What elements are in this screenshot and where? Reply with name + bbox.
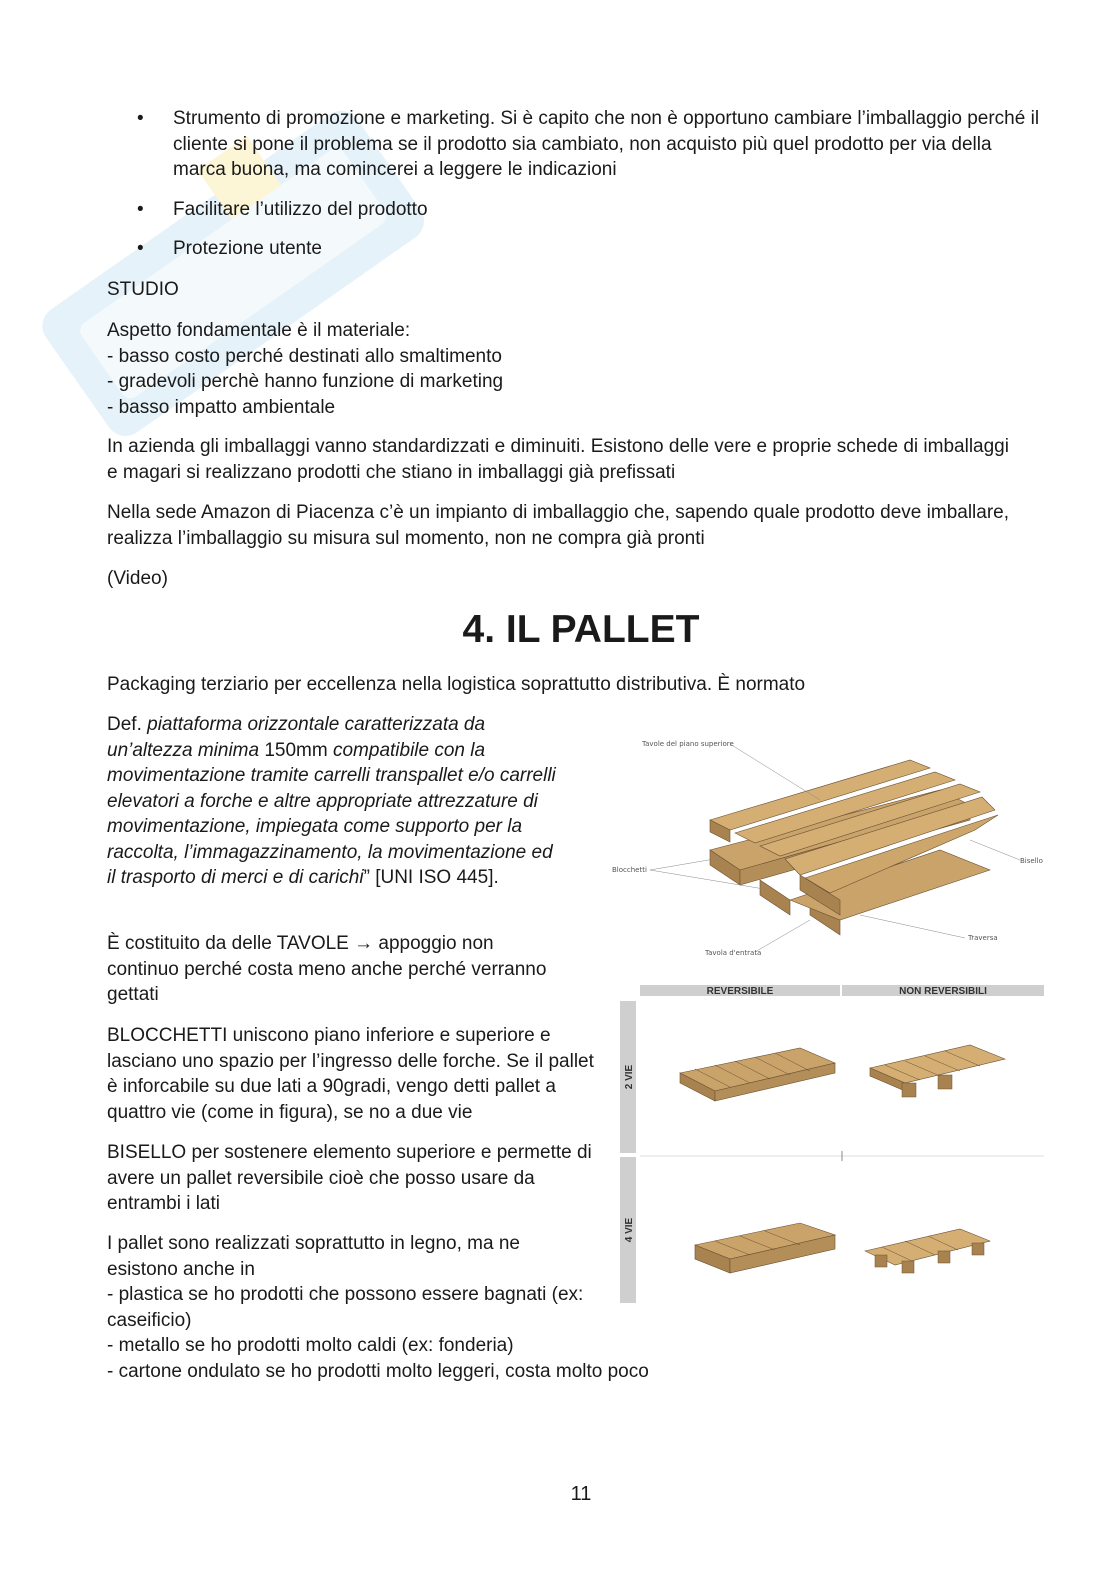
pallet-2vie-reversibile [680, 1048, 835, 1101]
definition-measure: 150mm [264, 739, 333, 761]
definition-text-1: piattaforma orizzontale caratterizzata da un’altezza minima [107, 714, 486, 761]
label-4-vie: 4 VIE [624, 1217, 635, 1243]
paragraph-amazon: Nella sede Amazon di Piacenza c’è un impianto di imballaggio che, sapendo quale prodotto deve imballare, realizza l’imballaggio su misura sul momento, non ne compra già pronti [107, 502, 1010, 549]
video-note: (Video) [107, 568, 168, 589]
paragraph-azienda: In azienda gli imballaggi vanno standardizzati e diminuiti. Esistono delle vere e proprie schede di imballaggi e magari si realizzano prodotti che stiano in imballaggi già prefissati [107, 436, 1009, 483]
list-item: • Strumento di promozione e marketing. Si è capito che non è opportuno cambiare l’imballaggio perché il cliente si pone il problema se il prodotto sia cambiato, non acquisto più quel prodotto per via della marca buona, ma comincerei a leggere le indicazioni [137, 106, 1047, 183]
materiali-intro: I pallet sono realizzati soprattutto in legno, ma ne esistono anche in [107, 1233, 520, 1280]
label-tavola-entrata: Tavola d'entrata [705, 949, 762, 957]
definition-prefix: Def. [107, 714, 148, 735]
studio-label: STUDIO [107, 279, 179, 300]
pallet-4vie-reversibile [695, 1223, 835, 1273]
definition-source: ” [UNI ISO 445]. [363, 867, 499, 888]
intro-line: Packaging terziario per eccellenza nella logistica soprattutto distributiva. È normato [107, 674, 806, 695]
definition-paragraph [107, 712, 562, 891]
section-title: 4. IL PALLET [462, 608, 700, 651]
label-tavole: Tavole del piano superiore [642, 740, 734, 748]
list-item: • Protezione utente [137, 236, 1047, 262]
header-reversibile: REVERSIBILE [706, 986, 774, 997]
pallet-types-grid [620, 983, 1046, 1305]
bullet-list [137, 106, 1047, 276]
aspetto-paragraph [107, 318, 1007, 420]
bisello-paragraph: BISELLO per sostenere elemento superiore e permette di avere un pallet reversibile cioè che posso usare da entrambi i lati [107, 1142, 592, 1214]
pallet-4vie-non-reversibile [865, 1229, 990, 1273]
label-traversa: Traversa [968, 934, 998, 942]
materiali-item: - cartone ondulato se ho prodotti molto leggeri, costa molto poco [107, 1360, 649, 1382]
aspetto-item: - basso impatto ambientale [107, 396, 336, 418]
blocchetti-paragraph: BLOCCHETTI uniscono piano inferiore e superiore e lasciano uno spazio per l’ingresso delle forche. Se il pallet è inforcabile su due lati a 90gradi, vengo detti pallet a quattro vie (come in figura), se no a due vie [107, 1025, 594, 1123]
list-item: • Facilitare l’utilizzo del prodotto [137, 197, 1047, 223]
pallet-2vie-non-reversibile [870, 1045, 1005, 1097]
aspetto-item: - basso costo perché destinati allo smaltimento [107, 345, 502, 367]
label-2-vie: 2 VIE [624, 1064, 635, 1090]
page-number: 11 [570, 1483, 592, 1505]
header-non-reversibile: NON REVERSIBILI [899, 986, 987, 997]
pallet-diagram [610, 730, 1050, 965]
aspetto-item: - gradevoli perchè hanno funzione di marketing [107, 371, 504, 392]
pallet-illustration [710, 760, 998, 935]
materiali-item: - plastica se ho prodotti che possono essere bagnati (ex: caseificio) [107, 1284, 584, 1331]
materiali-item: - metallo se ho prodotti molto caldi (ex: fonderia) [107, 1335, 514, 1356]
label-blocchetti: Blocchetti [612, 866, 647, 874]
label-bisello: Bisello [1020, 857, 1043, 865]
aspetto-intro: Aspetto fondamentale è il materiale: [107, 320, 411, 341]
tavole-paragraph: È costituito da delle TAVOLE → appoggio non continuo perché costa meno anche perché verranno gettati [107, 933, 547, 1005]
definition-text-2: compatibile con la movimentazione tramite carrelli transpallet e/o carrelli elevatori a forche e altre appropriate attrezzature di movimentazione, impiegata come supporto per la raccolta, l’immagazzinamento, la movimentazione ed il trasporto di merci e di carichi [107, 739, 556, 888]
